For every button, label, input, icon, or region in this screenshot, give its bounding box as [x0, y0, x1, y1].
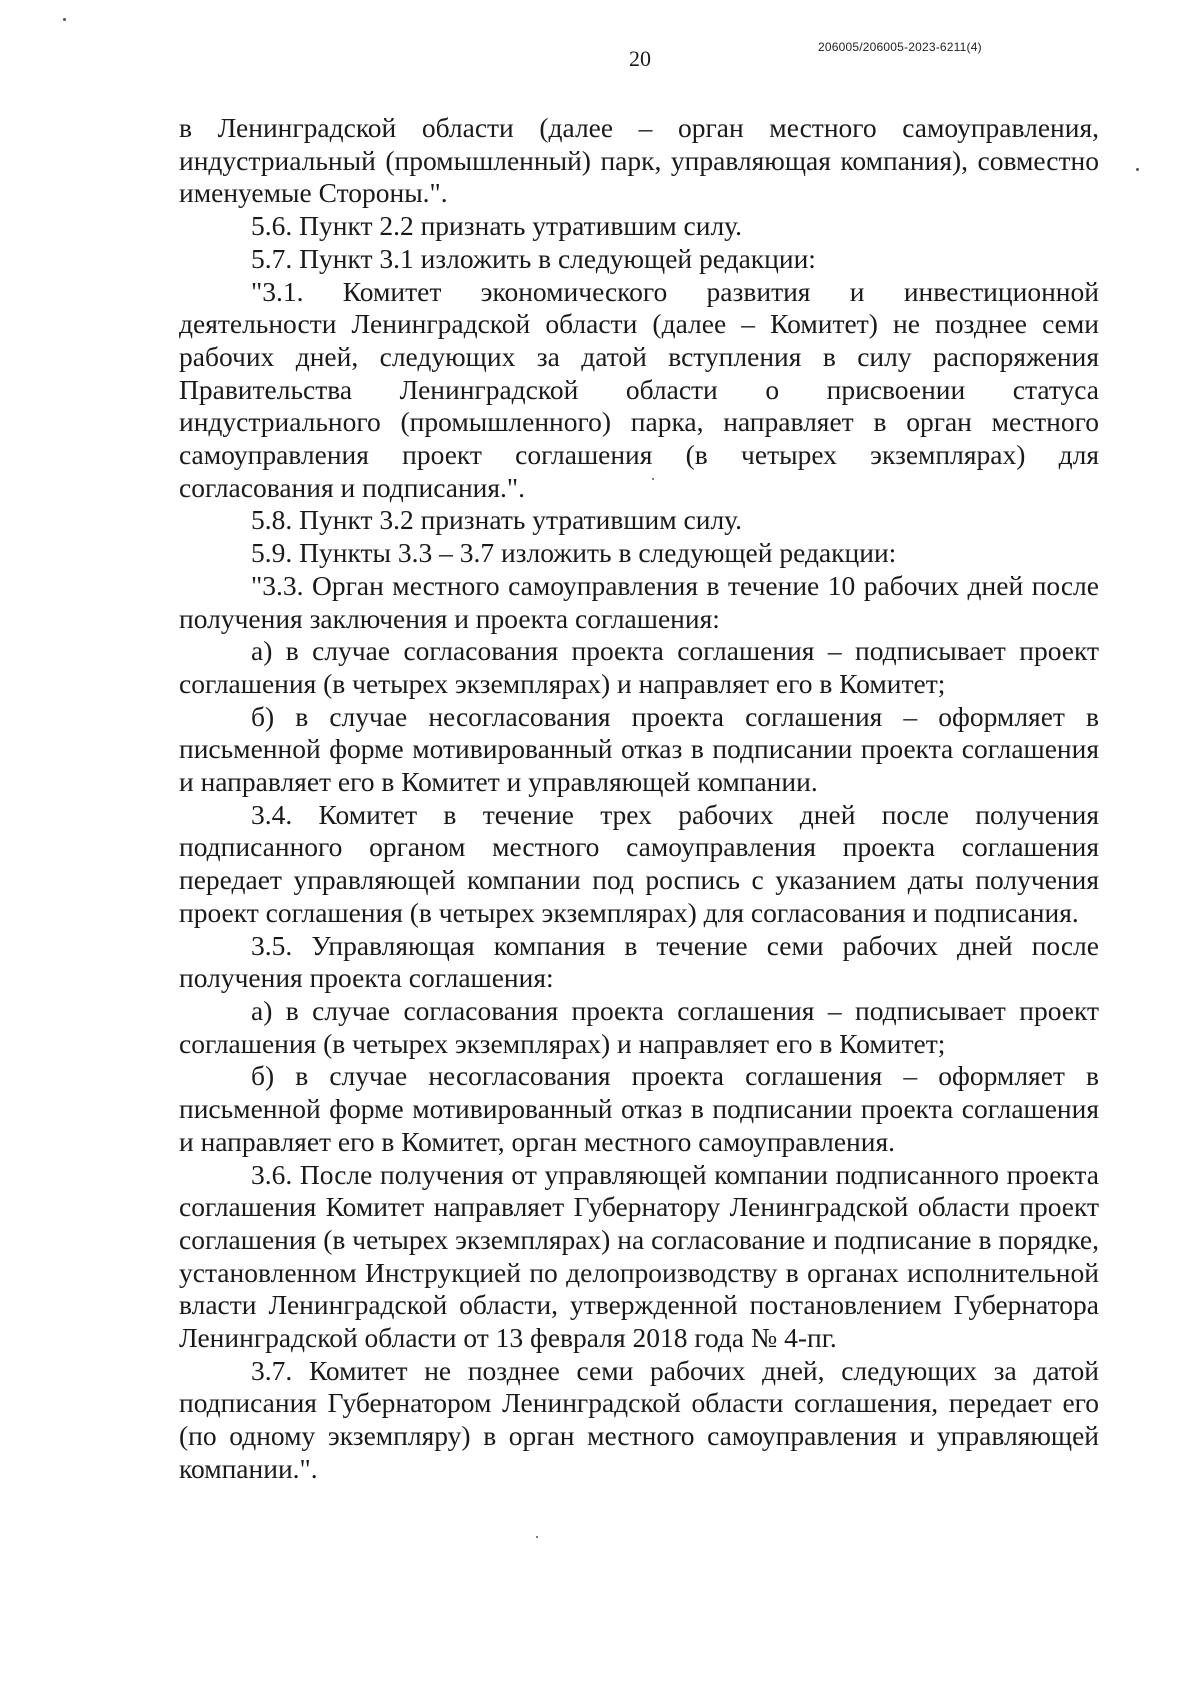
- scan-speck: [652, 478, 654, 480]
- paragraph-3-1: "3.1. Комитет экономического развития и инвестиционной деятельности Ленинградской области (далее – Комитет) не позднее семи рабочих дней, следующих за датой вступления в силу распоряжения Правительства Ленинградской области о присвоении статуса индустриального (промышленного) парка, направляет в орган местного самоуправления проект соглашения (в четырех экземплярах) для согласования и подписания.".: [179, 275, 1099, 503]
- paragraph-3-7: 3.7. Комитет не позднее семи рабочих дней, следующих за датой подписания Губернатором Ленинградской области соглашения, передает его (по одному экземпляру) в орган местного самоуправления и управляющей компании.".: [179, 1354, 1099, 1484]
- document-body: [179, 112, 1099, 1486]
- paragraph-5-9: 5.9. Пункты 3.3 – 3.7 изложить в следующей редакции:: [251, 537, 897, 569]
- paragraph-3-3-b: б) в случае несогласования проекта соглашения – оформляет в письменной форме мотивированный отказ в подписании проекта соглашения и направляет его в Комитет и управляющей компании.: [179, 700, 1099, 798]
- scan-speck: [1136, 168, 1139, 171]
- scan-speck: [536, 1536, 538, 1538]
- paragraph-3-5-a: а) в случае согласования проекта соглашения – подписывает проект соглашения (в четырех экземплярах) и направляет его в Комитет;: [179, 994, 1099, 1059]
- paragraph-5-8: 5.8. Пункт 3.2 признать утратившим силу.: [251, 504, 743, 536]
- paragraph-3-6: 3.6. После получения от управляющей компании подписанного проекта соглашения Комитет направляет Губернатору Ленинградской области проект соглашения (в четырех экземплярах) на согласование и подписание в порядке, установленном Инструкцией по делопроизводству в органах исполнительной власти Ленинградской области, утвержденной постановлением Губернатора Ленинградской области от 13 февраля 2018 года № 4-пг.: [179, 1158, 1099, 1354]
- paragraph-5-7: 5.7. Пункт 3.1 изложить в следующей редакции:: [251, 242, 816, 274]
- scan-speck: [63, 18, 66, 21]
- paragraph-3-3: "3.3. Орган местного самоуправления в течение 10 рабочих дней после получения заключения и проекта соглашения:: [179, 569, 1099, 634]
- document-id: 206005/206005-2023-6211(4): [818, 40, 982, 54]
- paragraph-3-5-b: б) в случае несогласования проекта соглашения – оформляет в письменной форме мотивированный отказ в подписании проекта соглашения и направляет его в Комитет, орган местного самоуправления.: [179, 1060, 1099, 1157]
- paragraph-3-5: 3.5. Управляющая компания в течение семи рабочих дней после получения проекта соглашения:: [179, 929, 1099, 994]
- paragraph-3-4: 3.4. Комитет в течение трех рабочих дней после получения подписанного органом местного самоуправления проекта соглашения передает управляющей компании под роспись с указанием даты получения проект соглашения (в четырех экземплярах) для согласования и подписания.: [179, 798, 1099, 928]
- paragraph-5-6: 5.6. Пункт 2.2 признать утратившим силу.: [251, 210, 743, 242]
- paragraph-3-3-a: а) в случае согласования проекта соглашения – подписывает проект соглашения (в четырех экземплярах) и направляет его в Комитет;: [179, 635, 1099, 699]
- page-number: 20: [629, 46, 651, 71]
- paragraph-continuation: в Ленинградской области (далее – орган местного самоуправления, индустриальный (промышленный) парк, управляющая компания), совместно именуемые Стороны.".: [179, 112, 1099, 209]
